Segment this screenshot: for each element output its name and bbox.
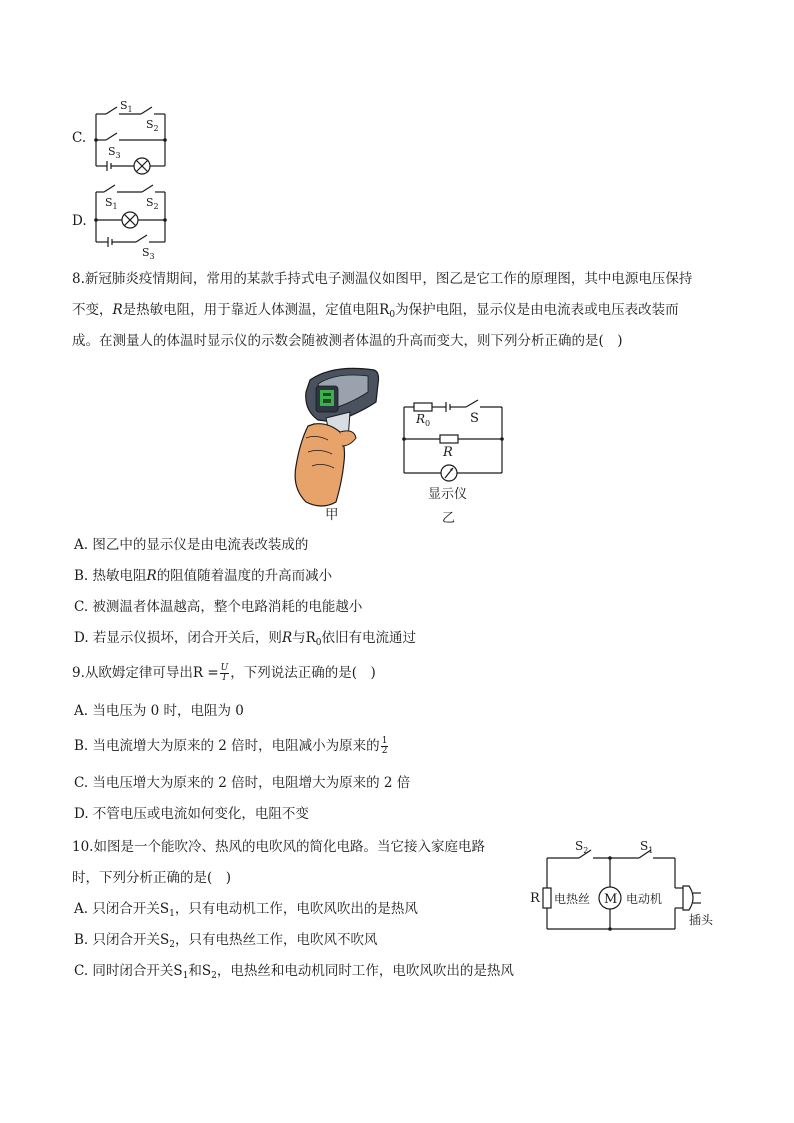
hd-s1-label: $S_1$ <box>640 839 654 855</box>
thermometer-gun-image <box>288 362 383 510</box>
diag-display-label: 显示仪 <box>428 487 468 502</box>
q9-fraction: $\frac{U}{I}$ <box>220 663 229 683</box>
hd-motor-label: 电动机 <box>626 892 663 906</box>
q10-option-b[interactable]: B. 只闭合开关$S_2$，只有电热丝工作，电吹风不吹风 <box>74 932 378 950</box>
diag-r0-label: $R_0$ <box>416 412 431 428</box>
fig-yi-label: 乙 <box>442 511 456 526</box>
q8-option-c[interactable]: C. 被测温者体温越高，整个电路消耗的电能越小 <box>74 599 363 615</box>
q8-stem-line3: 成。在测量人的体温时显示仪的示数会随被测者体温的升高而变大，则下列分析正确的是( ) <box>72 333 623 349</box>
q10-option-c[interactable]: C. 同时闭合开关$S_1$和$S_2$，电热丝和电动机同时工作，电吹风吹出的是热风 <box>74 963 514 981</box>
q9-option-a[interactable]: A. 当电压为 0 时，电阻为 0 <box>74 703 244 719</box>
q9-option-b[interactable]: B. 当电流增大为原来的 2 倍时，电阻减小为原来的 $\frac{1}{2}$ <box>74 736 388 756</box>
q8-stem-line1: 8.新冠肺炎疫情期间，常用的某款手持式电子测温仪如图甲，图乙是它工作的原理图，其中电源电压保持 <box>72 271 693 287</box>
q10-stem-line1: 10.如图是一个能吹冷、热风的电吹风的简化电路。当它接入家庭电路 <box>72 839 485 855</box>
q8-stem-line2: 不变，R是热敏电阻，用于靠近人体测温，定值电阻$R_0$为保护电阻，显示仪是由电流表或电压表改装而 <box>72 302 679 320</box>
circuit-d-diagram <box>90 180 180 262</box>
d-s2-label: $S_2$ <box>146 196 159 211</box>
d-s3-label: $S_3$ <box>142 246 155 261</box>
q9-stem: 9.从欧姆定律可导出R = $\frac{U}{I}$ ，下列说法正确的是( ) <box>72 663 376 683</box>
c-s3-label: $S_3$ <box>108 145 121 160</box>
circuit-c-diagram <box>90 96 180 178</box>
q8-option-a[interactable]: A. 图乙中的显示仪是由电流表改装成的 <box>74 537 309 553</box>
q8-option-b[interactable]: B. 热敏电阻R的阻值随着温度的升高而减小 <box>74 568 333 584</box>
diag-s-label: S <box>470 411 479 426</box>
hd-r-label: R <box>530 891 540 906</box>
q10-option-a[interactable]: A. 只闭合开关$S_1$，只有电动机工作，电吹风吹出的是热风 <box>74 901 418 919</box>
q9-option-d[interactable]: D. 不管电压或电流如何变化，电阻不变 <box>74 806 309 822</box>
hd-motor-symbol: M <box>604 892 618 907</box>
option-d-letter: D. <box>72 213 87 229</box>
hd-s2-label: $S_2$ <box>575 839 589 855</box>
option-c-letter: C. <box>72 130 87 146</box>
c-s1-label: $S_1$ <box>120 99 133 114</box>
q10-stem-line2: 时，下列分析正确的是( ) <box>72 870 232 886</box>
c-s2-label: $S_2$ <box>146 118 159 133</box>
hair-dryer-circuit-diagram <box>527 836 727 936</box>
hd-plug-label: 插头 <box>689 913 714 927</box>
thermometer-circuit-diagram <box>398 395 508 527</box>
d-s1-label: $S_1$ <box>105 196 118 211</box>
q9-option-c[interactable]: C. 当电压增大为原来的 2 倍时，电阻增大为原来的 2 倍 <box>74 775 411 791</box>
q8-option-d[interactable]: D. 若显示仪损坏，闭合开关后，则R与$R_0$依旧有电流通过 <box>74 630 417 648</box>
fig-jia-label: 甲 <box>325 507 339 523</box>
hd-heater-label: 电热丝 <box>554 892 591 906</box>
diag-r-label: R <box>443 445 453 460</box>
